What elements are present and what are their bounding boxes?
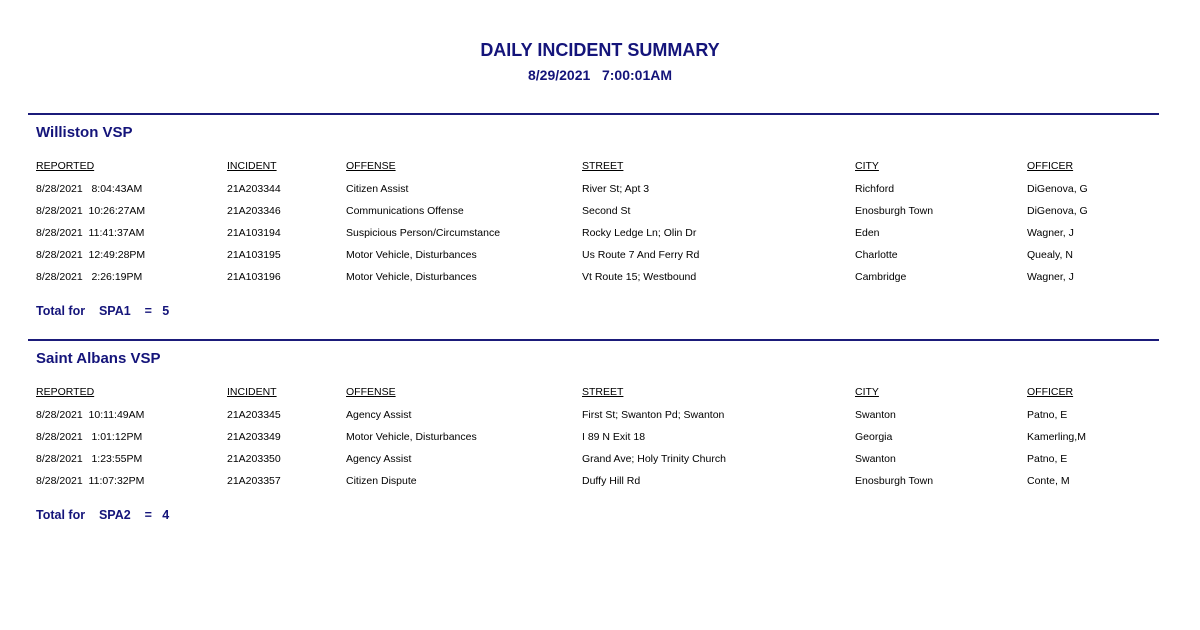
table-row	[0, 227, 1200, 241]
city-cell: Richford	[855, 183, 895, 195]
reported-cell: 8/28/2021 10:11:49AM	[36, 409, 145, 421]
offense-cell: Communications Offense	[346, 205, 464, 217]
report-date: 8/29/2021	[528, 67, 591, 83]
section-name: Williston VSP	[36, 124, 133, 141]
street-cell: Duffy Hill Rd	[582, 475, 641, 487]
table-row	[0, 183, 1200, 197]
reported-cell: 8/28/2021 1:01:12PM	[36, 431, 143, 443]
column-city: CITY	[855, 160, 879, 172]
city-cell: Swanton	[855, 409, 896, 421]
officer-cell: Conte, M	[1027, 475, 1070, 487]
reported-cell: 8/28/2021 12:49:28PM	[36, 249, 146, 261]
city-cell: Charlotte	[855, 249, 898, 261]
street-cell: Us Route 7 And Ferry Rd	[582, 249, 700, 261]
column-incident: INCIDENT	[227, 160, 277, 172]
street-cell: I 89 N Exit 18	[582, 431, 646, 443]
incident-cell: 21A203357	[227, 475, 281, 487]
officer-cell: DiGenova, G	[1027, 205, 1088, 217]
reported-cell: 8/28/2021 11:41:37AM	[36, 227, 145, 239]
street-cell: Vt Route 15; Westbound	[582, 271, 697, 283]
reported-cell: 8/28/2021 2:26:19PM	[36, 271, 143, 283]
table-header	[0, 386, 1200, 400]
table-row	[0, 475, 1200, 489]
reported-cell: 8/28/2021 11:07:32PM	[36, 475, 145, 487]
section-divider	[28, 113, 1159, 115]
table-row	[0, 249, 1200, 263]
street-cell: Grand Ave; Holy Trinity Church	[582, 453, 726, 465]
officer-cell: Wagner, J	[1027, 271, 1074, 283]
offense-cell: Motor Vehicle, Disturbances	[346, 249, 477, 261]
officer-cell: Quealy, N	[1027, 249, 1073, 261]
section-name: Saint Albans VSP	[36, 350, 161, 367]
city-cell: Enosburgh Town	[855, 475, 934, 487]
report-time: 7:00:01AM	[601, 67, 672, 83]
section-total: Total for SPA2 = 4	[36, 508, 170, 522]
report-datetime	[0, 67, 1200, 83]
table-row	[0, 205, 1200, 219]
officer-cell: DiGenova, G	[1027, 183, 1088, 195]
officer-cell: Patno, E	[1027, 453, 1068, 465]
report-title: DAILY INCIDENT SUMMARY	[480, 40, 720, 60]
reported-cell: 8/28/2021 1:23:55PM	[36, 453, 143, 465]
offense-cell: Agency Assist	[346, 453, 412, 465]
column-offense: OFFENSE	[346, 160, 396, 172]
table-header	[0, 160, 1200, 174]
column-incident: INCIDENT	[227, 386, 277, 398]
street-cell: First St; Swanton Pd; Swanton	[582, 409, 725, 421]
reported-cell: 8/28/2021 8:04:43AM	[36, 183, 143, 195]
city-cell: Cambridge	[855, 271, 907, 283]
street-cell: River St; Apt 3	[582, 183, 650, 195]
incident-cell: 21A203349	[227, 431, 281, 443]
column-city: CITY	[855, 386, 879, 398]
incident-cell: 21A103194	[227, 227, 281, 239]
section-total: Total for SPA1 = 5	[36, 304, 170, 318]
column-officer: OFFICER	[1027, 160, 1074, 172]
offense-cell: Suspicious Person/Circumstance	[346, 227, 501, 239]
table-row	[0, 271, 1200, 285]
offense-cell: Motor Vehicle, Disturbances	[346, 431, 477, 443]
officer-cell: Patno, E	[1027, 409, 1068, 421]
city-cell: Eden	[855, 227, 880, 239]
reported-cell: 8/28/2021 10:26:27AM	[36, 205, 146, 217]
incident-cell: 21A203344	[227, 183, 281, 195]
street-cell: Rocky Ledge Ln; Olin Dr	[582, 227, 697, 239]
table-row	[0, 453, 1200, 467]
offense-cell: Agency Assist	[346, 409, 412, 421]
incident-section	[0, 339, 1200, 539]
column-reported: REPORTED	[36, 386, 95, 398]
incident-cell: 21A103196	[227, 271, 281, 283]
incident-cell: 21A203350	[227, 453, 281, 465]
section-divider	[28, 339, 1159, 341]
incident-cell: 21A203346	[227, 205, 281, 217]
column-street: STREET	[582, 386, 624, 398]
column-officer: OFFICER	[1027, 386, 1074, 398]
city-cell: Enosburgh Town	[855, 205, 934, 217]
offense-cell: Citizen Assist	[346, 183, 409, 195]
column-reported: REPORTED	[36, 160, 95, 172]
officer-cell: Wagner, J	[1027, 227, 1074, 239]
offense-cell: Citizen Dispute	[346, 475, 417, 487]
column-offense: OFFENSE	[346, 386, 396, 398]
city-cell: Swanton	[855, 453, 896, 465]
officer-cell: Kamerling,M	[1027, 431, 1086, 443]
incident-cell: 21A203345	[227, 409, 281, 421]
incident-section	[0, 113, 1200, 318]
offense-cell: Motor Vehicle, Disturbances	[346, 271, 477, 283]
table-row	[0, 409, 1200, 423]
incident-cell: 21A103195	[227, 249, 281, 261]
column-street: STREET	[582, 160, 624, 172]
table-row	[0, 431, 1200, 445]
street-cell: Second St	[582, 205, 631, 217]
city-cell: Georgia	[855, 431, 893, 443]
